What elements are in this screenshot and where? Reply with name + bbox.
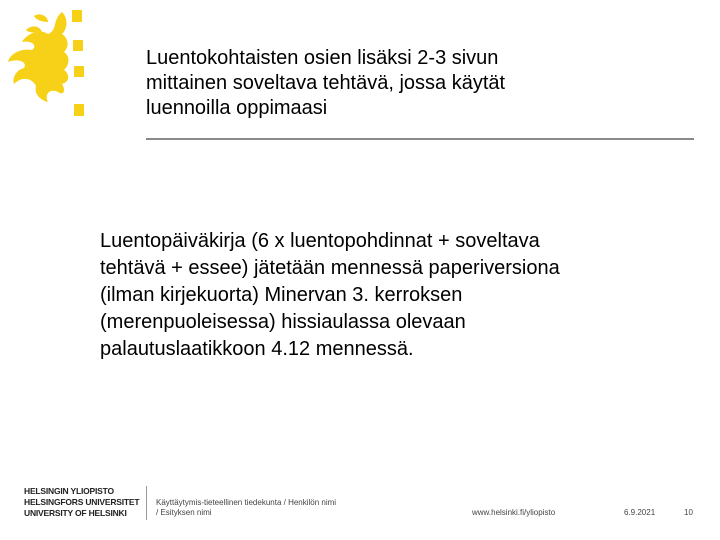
body-line: tehtävä + essee) jätetään mennessä paperiversiona [100,257,560,279]
slide-title [146,46,686,121]
title-line: Luentokohtaisten osien lisäksi 2-3 sivun [146,47,499,69]
university-name: UNIVERSITY OF HELSINKI [24,508,127,518]
university-name: HELSINGIN YLIOPISTO [24,486,114,496]
title-line: mittainen soveltava tehtävä, jossa käytät [146,72,506,94]
footer [0,486,720,526]
footer-faculty [156,498,336,518]
university-name-block [24,486,139,519]
title-divider [146,138,694,140]
page-number: 10 [684,508,693,517]
footer-url: www.helsinki.fi/yliopisto [472,508,556,517]
footer-date: 6.9.2021 [624,508,656,517]
faculty-line: / Esityksen nimi [156,508,212,517]
footer-divider [146,486,147,520]
faculty-line: Käyttäytymis-tieteellinen tiedekunta / Henkilön nimi [156,498,337,507]
title-line: luennoilla oppimaasi [146,97,328,119]
university-name: HELSINGFORS UNIVERSITET [24,497,140,507]
body-line: palautuslaatikkoon 4.12 mennessä. [100,338,414,360]
slide-body [100,228,680,363]
university-flame-logo-icon [4,4,104,122]
body-line: Luentopäiväkirja (6 x luentopohdinnat + soveltava [100,230,540,252]
body-line: (ilman kirjekuorta) Minervan 3. kerroksen [100,284,463,306]
body-line: (merenpuoleisessa) hissiaulassa olevaan [100,311,466,333]
